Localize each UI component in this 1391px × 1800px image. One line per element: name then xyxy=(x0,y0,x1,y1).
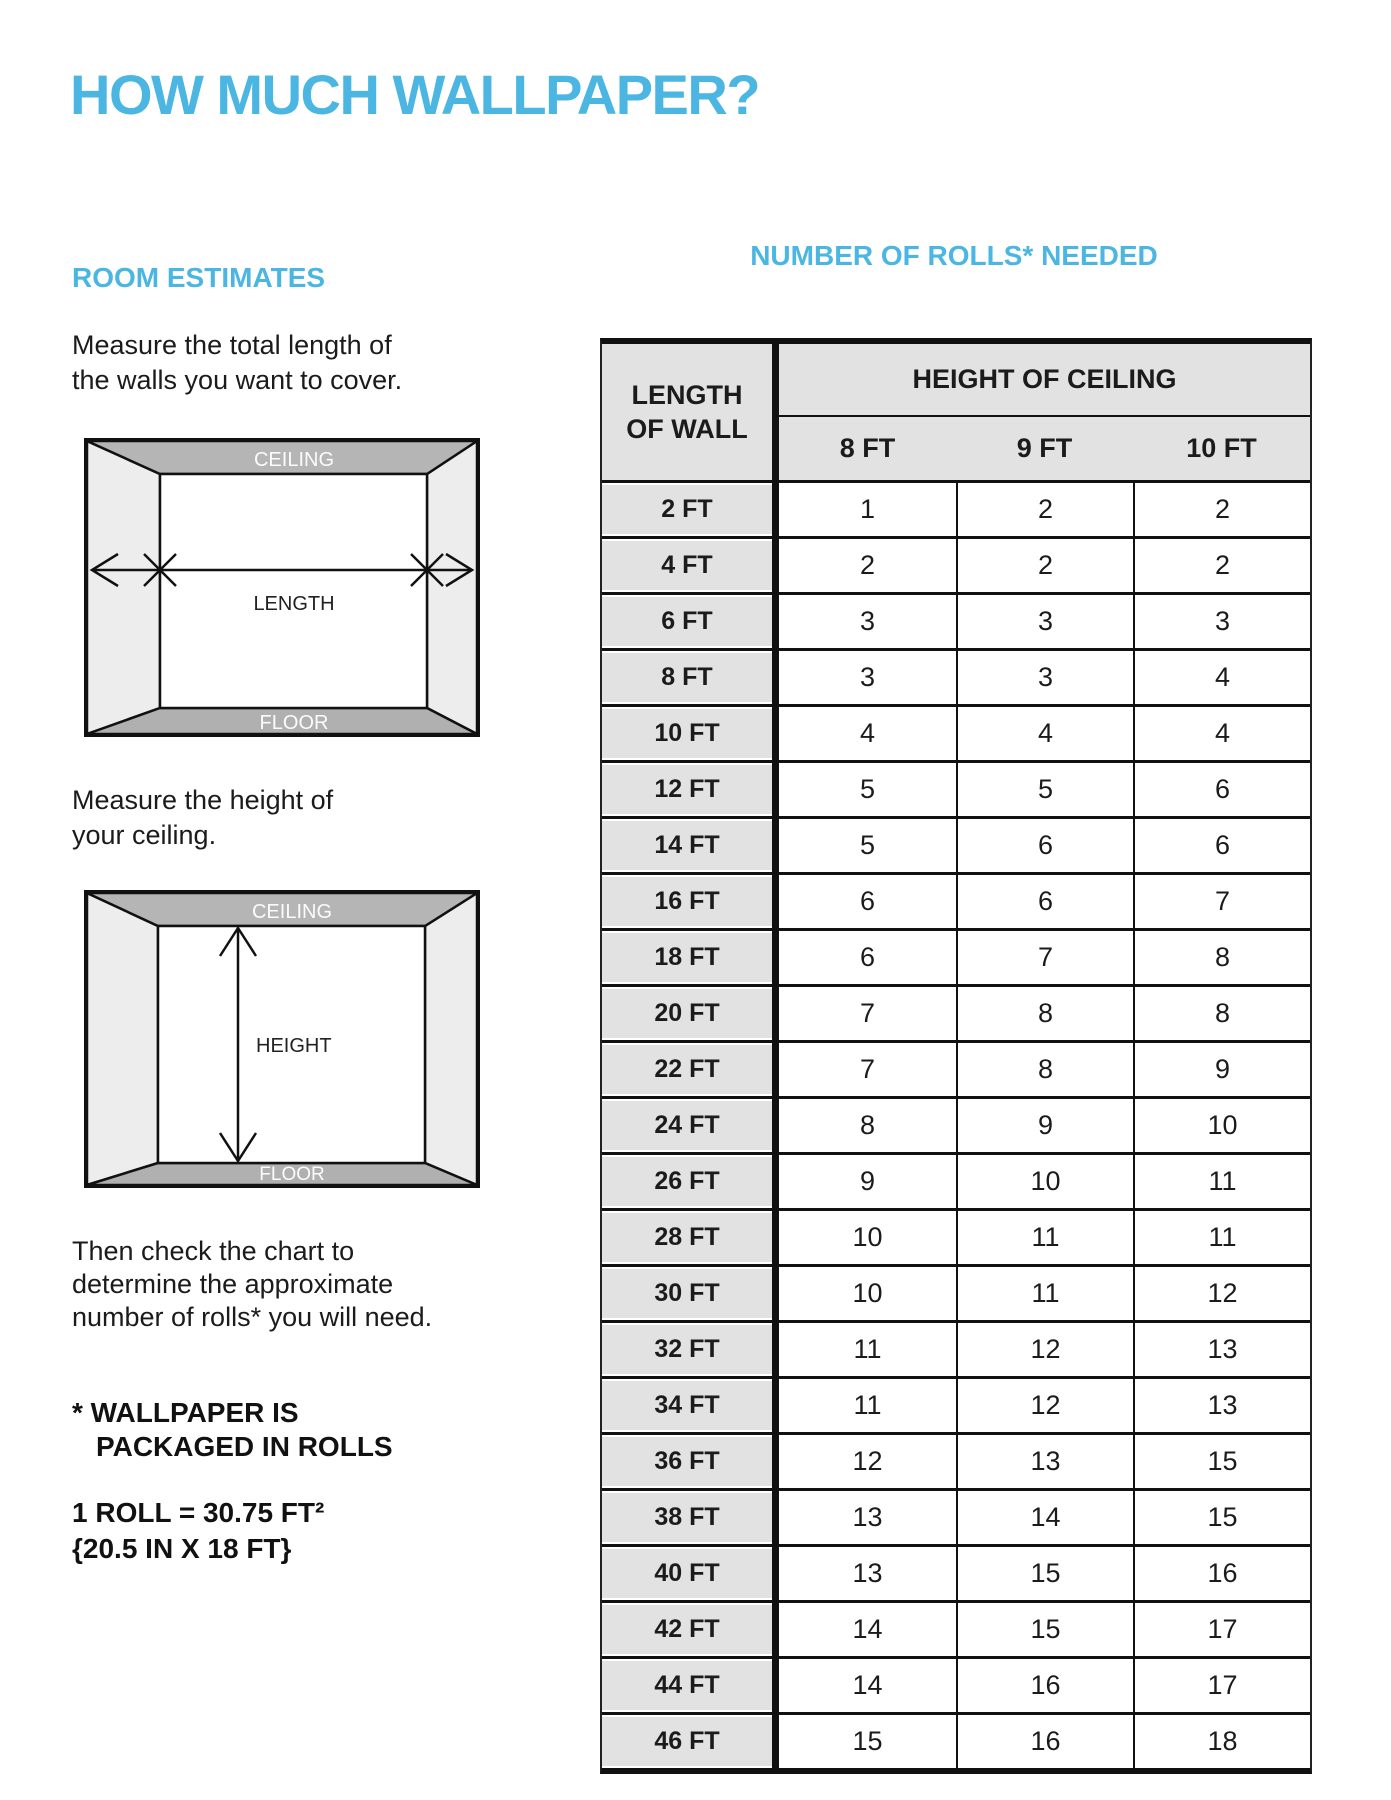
col-header-10ft: 10 FT xyxy=(1186,433,1257,463)
table-row xyxy=(602,1040,1310,1096)
ceiling-label: CEILING xyxy=(251,901,333,923)
rolls-count-value: 13 xyxy=(1133,1323,1310,1376)
rolls-count-value: 11 xyxy=(956,1267,1133,1320)
rolls-count-value: 5 xyxy=(956,763,1133,816)
length-of-wall-header xyxy=(602,344,779,480)
wall-length-label: 16 FT xyxy=(602,875,779,928)
rolls-count-value: 15 xyxy=(779,1715,956,1768)
table-row xyxy=(602,1264,1310,1320)
rolls-count-value: 9 xyxy=(1133,1043,1310,1096)
step1-line1: Measure the total length of xyxy=(72,330,392,360)
rolls-count-value: 7 xyxy=(779,987,956,1040)
table-row xyxy=(602,1656,1310,1712)
rolls-count-value: 8 xyxy=(956,1043,1133,1096)
rolls-count-value: 6 xyxy=(956,875,1133,928)
wall-length-label: 30 FT xyxy=(602,1267,779,1320)
wall-length-label: 22 FT xyxy=(602,1043,779,1096)
rolls-count-value: 2 xyxy=(956,539,1133,592)
rolls-count-value: 15 xyxy=(1133,1491,1310,1544)
rolls-count-value: 6 xyxy=(1133,763,1310,816)
table-row xyxy=(602,760,1310,816)
rolls-count-value: 5 xyxy=(779,819,956,872)
rolls-count-value: 6 xyxy=(779,931,956,984)
rolls-count-value: 4 xyxy=(779,707,956,760)
rolls-count-value: 1 xyxy=(779,483,956,536)
rolls-count-value: 8 xyxy=(956,987,1133,1040)
roll-size-note xyxy=(72,1495,324,1567)
wall-length-label: 38 FT xyxy=(602,1491,779,1544)
rolls-count-value: 6 xyxy=(1133,819,1310,872)
rolls-count-value: 13 xyxy=(956,1435,1133,1488)
rolls-count-value: 8 xyxy=(1133,987,1310,1040)
rolls-count-value: 6 xyxy=(956,819,1133,872)
rolls-count-value: 7 xyxy=(956,931,1133,984)
rolls-count-value: 15 xyxy=(956,1547,1133,1600)
table-row xyxy=(602,1488,1310,1544)
wall-length-label: 6 FT xyxy=(602,595,779,648)
rolls-count-value: 11 xyxy=(1133,1155,1310,1208)
rolls-count-value: 15 xyxy=(956,1603,1133,1656)
rolls-count-value: 17 xyxy=(1133,1659,1310,1712)
rolls-count-value: 11 xyxy=(779,1323,956,1376)
rolls-count-value: 4 xyxy=(956,707,1133,760)
rolls-count-value: 18 xyxy=(1133,1715,1310,1768)
rolls-count-value: 12 xyxy=(956,1323,1133,1376)
table-row xyxy=(602,1544,1310,1600)
rolls-count-value: 9 xyxy=(779,1155,956,1208)
table-row xyxy=(602,1208,1310,1264)
ceiling-height-columns xyxy=(779,417,1310,480)
step2-line1: Measure the height of xyxy=(72,785,334,815)
rolls-count-value: 15 xyxy=(1133,1435,1310,1488)
rolls-count-value: 8 xyxy=(779,1099,956,1152)
length-label: LENGTH xyxy=(253,593,335,615)
rolls-count-value: 11 xyxy=(779,1379,956,1432)
rolls-count-value: 12 xyxy=(779,1435,956,1488)
wall-length-label: 44 FT xyxy=(602,1659,779,1712)
table-row xyxy=(602,1152,1310,1208)
rolls-count-value: 6 xyxy=(779,875,956,928)
wall-length-label: 32 FT xyxy=(602,1323,779,1376)
wall-length-label: 26 FT xyxy=(602,1155,779,1208)
table-row xyxy=(602,816,1310,872)
step3-line1: Then check the chart to xyxy=(72,1236,355,1266)
rolls-count-value: 3 xyxy=(956,651,1133,704)
wall-length-label: 18 FT xyxy=(602,931,779,984)
step3-text xyxy=(72,1235,432,1334)
rolls-note-line2: PACKAGED IN ROLLS xyxy=(96,1431,393,1462)
ceiling-header-group xyxy=(779,344,1310,480)
wall-length-label: 4 FT xyxy=(602,539,779,592)
room-estimates-heading: ROOM ESTIMATES xyxy=(72,262,326,293)
step1-line2: the walls you want to cover. xyxy=(72,365,403,395)
table-row xyxy=(602,480,1310,536)
rolls-count-value: 10 xyxy=(956,1155,1133,1208)
rolls-count-value: 7 xyxy=(779,1043,956,1096)
ceiling-label: CEILING xyxy=(253,449,335,471)
wall-length-label: 34 FT xyxy=(602,1379,779,1432)
height-label: HEIGHT xyxy=(256,1035,332,1057)
table-row xyxy=(602,704,1310,760)
rolls-count-value: 2 xyxy=(1133,539,1310,592)
length-of-wall-line2: OF WALL xyxy=(626,414,748,444)
rolls-count-value: 16 xyxy=(956,1659,1133,1712)
step1-text xyxy=(72,328,402,398)
rolls-table-heading: NUMBER OF ROLLS* NEEDED xyxy=(750,240,1158,271)
rolls-count-value: 14 xyxy=(779,1659,956,1712)
wall-length-label: 10 FT xyxy=(602,707,779,760)
roll-size-line1: 1 ROLL = 30.75 FT² xyxy=(72,1497,325,1528)
col-header-9ft: 9 FT xyxy=(1016,433,1073,463)
step2-text xyxy=(72,783,333,853)
left-wall xyxy=(87,441,160,734)
table-row xyxy=(602,984,1310,1040)
rolls-count-value: 4 xyxy=(1133,707,1310,760)
wall-length-label: 20 FT xyxy=(602,987,779,1040)
rolls-count-value: 16 xyxy=(956,1715,1133,1768)
right-wall xyxy=(425,893,477,1185)
table-row xyxy=(602,872,1310,928)
rolls-count-value: 17 xyxy=(1133,1603,1310,1656)
height-of-ceiling-header: HEIGHT OF CEILING xyxy=(779,344,1310,417)
rolls-count-value: 11 xyxy=(1133,1211,1310,1264)
wall-length-label: 12 FT xyxy=(602,763,779,816)
table-row xyxy=(602,648,1310,704)
rolls-count-value: 3 xyxy=(779,595,956,648)
step3-line3: number of rolls* you will need. xyxy=(72,1302,433,1332)
wall-length-label: 46 FT xyxy=(602,1715,779,1768)
wall-length-label: 24 FT xyxy=(602,1099,779,1152)
rolls-count-value: 8 xyxy=(1133,931,1310,984)
height-room-diagram xyxy=(84,890,480,1188)
rolls-count-value: 2 xyxy=(1133,483,1310,536)
rolls-count-value: 13 xyxy=(1133,1379,1310,1432)
left-wall xyxy=(87,893,158,1185)
rolls-count-value: 13 xyxy=(779,1491,956,1544)
table-row xyxy=(602,1376,1310,1432)
rolls-count-value: 10 xyxy=(779,1267,956,1320)
wall-length-label: 2 FT xyxy=(602,483,779,536)
page-title: HOW MUCH WALLPAPER? xyxy=(70,63,760,126)
rolls-count-value: 10 xyxy=(779,1211,956,1264)
rolls-count-value: 3 xyxy=(779,651,956,704)
step3-line2: determine the approximate xyxy=(72,1269,394,1299)
table-row xyxy=(602,1600,1310,1656)
step2-line2: your ceiling. xyxy=(72,820,217,850)
length-of-wall-line1: LENGTH xyxy=(631,380,743,410)
rolls-count-value: 12 xyxy=(956,1379,1133,1432)
wall-length-label: 14 FT xyxy=(602,819,779,872)
rolls-table xyxy=(600,338,1312,1774)
rolls-count-value: 13 xyxy=(779,1547,956,1600)
wall-length-label: 8 FT xyxy=(602,651,779,704)
table-row xyxy=(602,1712,1310,1768)
rolls-count-value: 2 xyxy=(956,483,1133,536)
rolls-count-value: 4 xyxy=(1133,651,1310,704)
wall-length-label: 40 FT xyxy=(602,1547,779,1600)
rolls-count-value: 11 xyxy=(956,1211,1133,1264)
rolls-count-value: 14 xyxy=(956,1491,1133,1544)
table-row xyxy=(602,1096,1310,1152)
col-header-8ft: 8 FT xyxy=(839,433,896,463)
wall-length-label: 36 FT xyxy=(602,1435,779,1488)
length-room-diagram xyxy=(84,438,480,737)
rolls-count-value: 3 xyxy=(1133,595,1310,648)
table-row xyxy=(602,1432,1310,1488)
wall-length-label: 42 FT xyxy=(602,1603,779,1656)
rolls-count-value: 12 xyxy=(1133,1267,1310,1320)
rolls-count-value: 9 xyxy=(956,1099,1133,1152)
table-row xyxy=(602,928,1310,984)
rolls-count-value: 14 xyxy=(779,1603,956,1656)
rolls-table-header xyxy=(602,344,1310,480)
back-wall xyxy=(160,474,427,708)
floor-label: FLOOR xyxy=(259,712,329,734)
rolls-count-value: 2 xyxy=(779,539,956,592)
rolls-count-value: 10 xyxy=(1133,1099,1310,1152)
rolls-table-body xyxy=(602,480,1310,1768)
rolls-count-value: 16 xyxy=(1133,1547,1310,1600)
rolls-count-value: 7 xyxy=(1133,875,1310,928)
roll-size-line2: {20.5 IN X 18 FT} xyxy=(72,1533,292,1564)
table-row xyxy=(602,1320,1310,1376)
rolls-note-line1: * WALLPAPER IS xyxy=(72,1397,299,1428)
rolls-count-value: 5 xyxy=(779,763,956,816)
floor-label: FLOOR xyxy=(259,1164,325,1185)
table-row xyxy=(602,592,1310,648)
rolls-count-value: 3 xyxy=(956,595,1133,648)
table-row xyxy=(602,536,1310,592)
rolls-note xyxy=(72,1396,393,1464)
wall-length-label: 28 FT xyxy=(602,1211,779,1264)
right-wall xyxy=(427,441,477,734)
